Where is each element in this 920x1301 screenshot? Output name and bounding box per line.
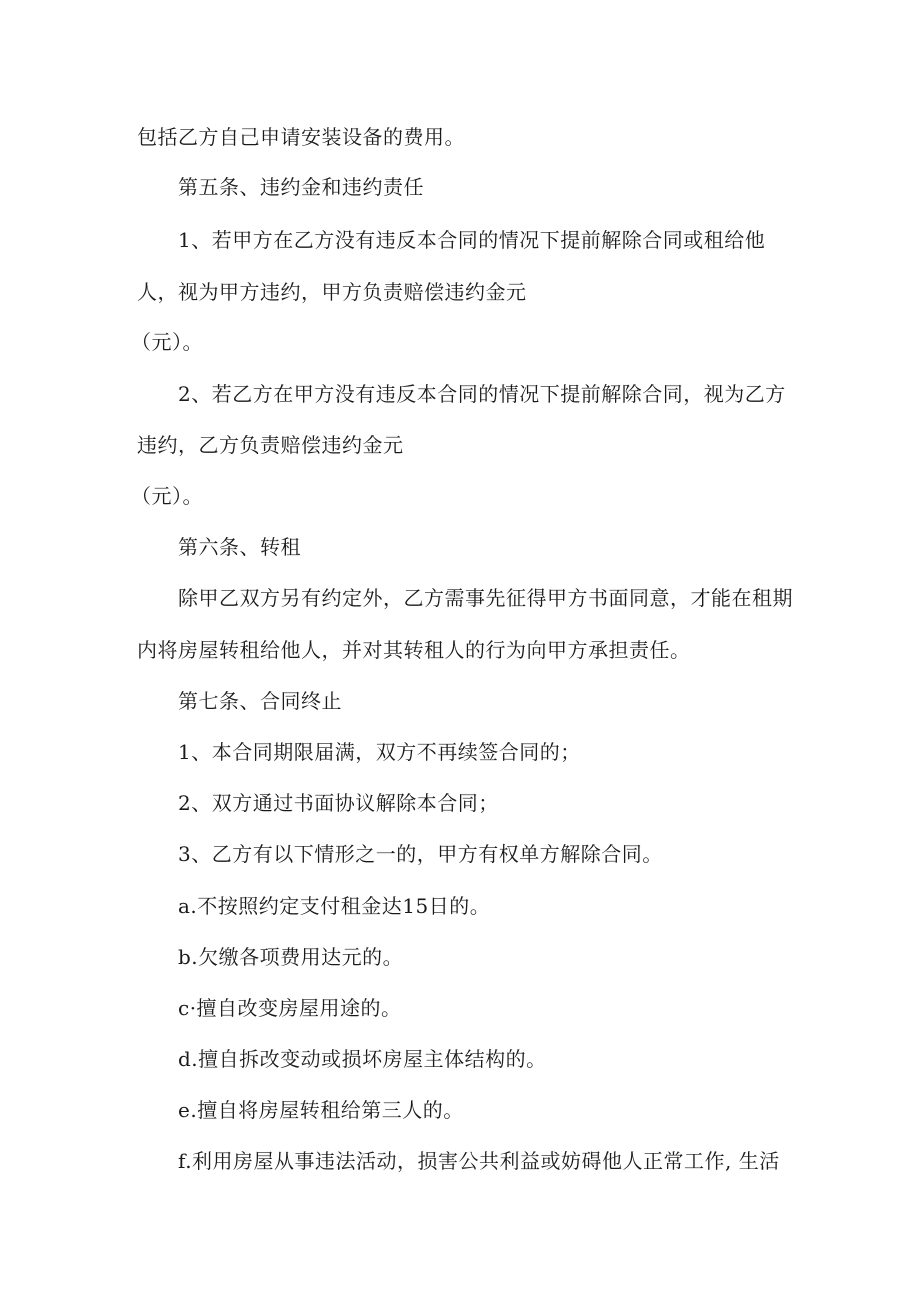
text-line: 3、乙方有以下情形之一的，甲方有权单方解除合同。: [178, 842, 663, 866]
list-item: a.不按照约定支付租金达15日的。: [178, 894, 491, 918]
text-line: 2、若乙方在甲方没有违反本合同的情况下提前解除合同，视为乙方: [178, 382, 786, 406]
text-line: 违约，乙方负责赔偿违约金元: [137, 433, 404, 457]
text-line: 除甲乙双方另有约定外，乙方需事先征得甲方书面同意，才能在租期: [178, 586, 793, 610]
list-item: d.擅自拆改变动或损坏房屋主体结构的。: [178, 1047, 547, 1071]
list-item: f.利用房屋从事违法活动，损害公共利益或妨碍他人正常工作, 生活: [178, 1149, 780, 1173]
text-line: 人，视为甲方违约，甲方负责赔偿违约金元: [137, 280, 527, 304]
list-item: b.欠缴各项费用达元的。: [178, 945, 404, 969]
section-heading: 第七条、合同终止: [178, 689, 342, 713]
text-line: （元）。: [131, 330, 203, 354]
text-line: （元）。: [131, 484, 203, 508]
text-line: 包括乙方自己申请安装设备的费用。: [137, 125, 465, 149]
text-line: 1、若甲方在乙方没有违反本合同的情况下提前解除合同或租给他: [178, 228, 766, 252]
section-heading: 第五条、违约金和违约责任: [178, 175, 424, 199]
text-line: 内将房屋转租给他人，并对其转租人的行为向甲方承担责任。: [137, 638, 691, 662]
list-item: e.擅自将房屋转租给第三人的。: [178, 1098, 464, 1122]
section-heading: 第六条、转租: [178, 535, 301, 559]
text-line: 2、双方通过书面协议解除本合同；: [178, 791, 499, 815]
list-item: c·擅自改变房屋用途的。: [178, 996, 402, 1020]
text-line: 1、本合同期限届满，双方不再续签合同的；: [178, 740, 581, 764]
